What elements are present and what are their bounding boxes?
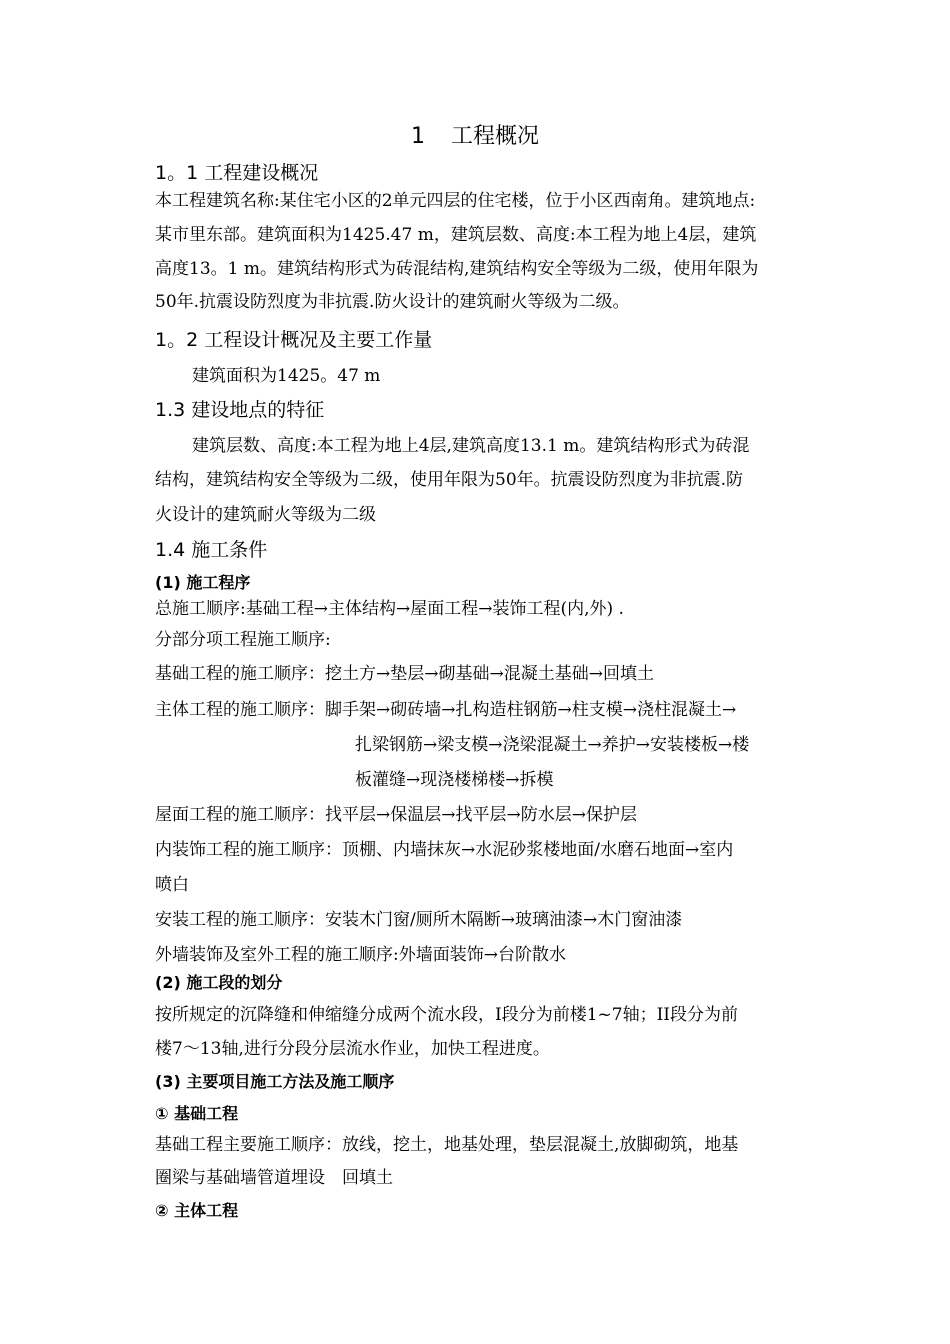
paragraph-line: 外墙装饰及室外工程的施工顺序:外墙面装饰→台阶散水 — [155, 945, 566, 965]
paragraph-line: 喷白 — [155, 875, 189, 895]
paragraph-line: 建筑面积为1425。47 m — [192, 366, 381, 386]
paragraph-line: 扎梁钢筋→梁支模→浇梁混凝土→养护→安装楼板→楼 — [355, 735, 750, 755]
paragraph-line: 高度13。1 m。建筑结构形式为砖混结构,建筑结构安全等级为二级，使用年限为 — [155, 259, 759, 279]
paragraph-line: 50年.抗震设防烈度为非抗震.防火设计的建筑耐火等级为二级。 — [155, 292, 630, 312]
paragraph-line: 本工程建筑名称:某住宅小区的2单元四层的住宅楼，位于小区西南角。建筑地点: — [155, 191, 756, 211]
paragraph-line: 建筑层数、高度:本工程为地上4层,建筑高度13.1 m。建筑结构形式为砖混 — [192, 436, 750, 456]
section-heading-1-4: 1.4 施工条件 — [155, 539, 268, 561]
subsection-heading: (2) 施工段的划分 — [155, 973, 283, 992]
section-heading-1-3: 1.3 建设地点的特征 — [155, 399, 325, 421]
paragraph-line: 结构，建筑结构安全等级为二级，使用年限为50年。抗震设防烈度为非抗震.防 — [155, 470, 744, 490]
paragraph-line: 屋面工程的施工顺序：找平层→保温层→找平层→防水层→保护层 — [155, 805, 637, 825]
paragraph-line: 分部分项工程施工顺序: — [155, 630, 331, 650]
section-heading-1-1: 1。1 工程建设概况 — [155, 162, 319, 184]
paragraph-line: 总施工顺序:基础工程→主体结构→屋面工程→装饰工程(内,外) . — [155, 599, 624, 619]
paragraph-line: 楼7～13轴,进行分段分层流水作业，加快工程进度。 — [155, 1039, 550, 1059]
section-heading-1-2: 1。2 工程设计概况及主要工作量 — [155, 329, 433, 351]
subsection-heading: (1) 施工程序 — [155, 573, 251, 592]
paragraph-line: 按所规定的沉降缝和伸缩缝分成两个流水段，I段分为前楼1~7轴；II段分为前 — [155, 1005, 739, 1025]
paragraph-line: 某市里东部。建筑面积为1425.47 m，建筑层数、高度:本工程为地上4层，建筑 — [155, 225, 757, 245]
chapter-title-text: 工程概况 — [450, 124, 539, 149]
paragraph-line: 基础工程主要施工顺序：放线，挖土，地基处理，垫层混凝土,放脚砌筑，地基 — [155, 1135, 739, 1155]
item-heading: ① 基础工程 — [155, 1104, 239, 1123]
paragraph-line: 内装饰工程的施工顺序：顶棚、内墙抹灰→水泥砂浆楼地面/水磨石地面→室内 — [155, 840, 734, 860]
paragraph-line: 圈梁与基础墙管道埋设 回填土 — [155, 1168, 393, 1188]
item-heading: ② 主体工程 — [155, 1201, 239, 1220]
paragraph-line: 板灌缝→现浇楼梯楼→拆模 — [355, 770, 554, 790]
chapter-number: 1 — [410, 124, 425, 149]
paragraph-line: 基础工程的施工顺序：挖土方→垫层→砌基础→混凝土基础→回填土 — [155, 664, 654, 684]
subsection-heading: (3) 主要项目施工方法及施工顺序 — [155, 1072, 395, 1091]
paragraph-line: 安装工程的施工顺序：安装木门窗/厕所木隔断→玻璃油漆→木门窗油漆 — [155, 910, 683, 930]
paragraph-line: 火设计的建筑耐火等级为二级 — [155, 505, 376, 525]
chapter-title — [0, 122, 950, 152]
paragraph-line: 主体工程的施工顺序：脚手架→砌砖墙→扎构造柱钢筋→柱支模→浇柱混凝土→ — [155, 700, 737, 720]
